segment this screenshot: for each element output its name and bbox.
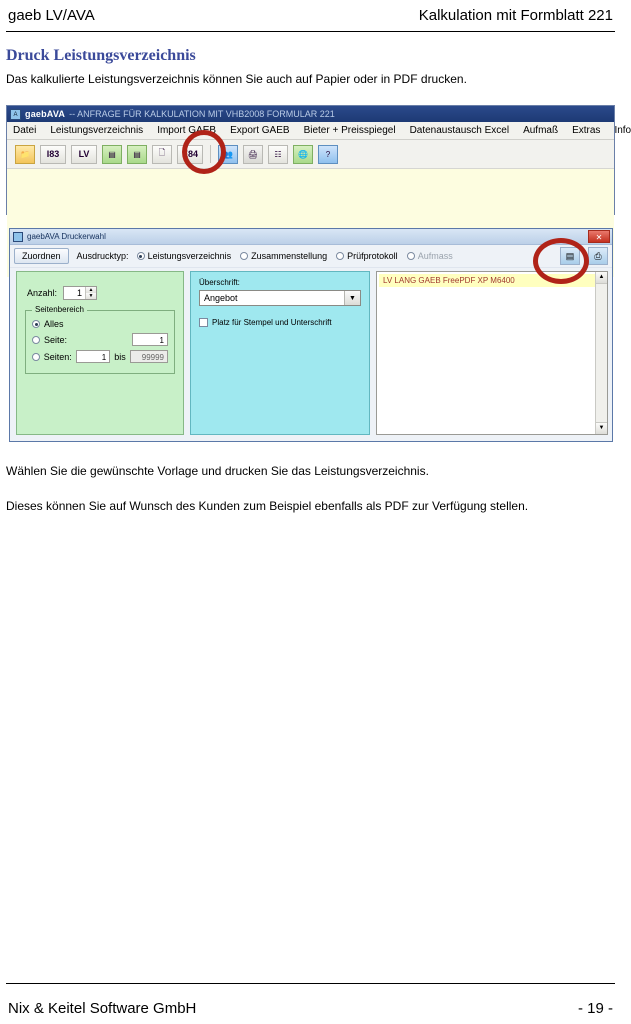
menu-item-info[interactable]: Info — [614, 125, 631, 136]
anzahl-row — [27, 286, 177, 300]
printer-list-scrollbar[interactable] — [595, 272, 607, 434]
option-seiten[interactable] — [32, 350, 168, 363]
page-footer — [0, 1000, 621, 1017]
open-folder-button[interactable] — [15, 145, 35, 164]
dialog-panels — [16, 271, 608, 435]
ueberschrift-value: Angebot — [204, 293, 238, 303]
radio-icon — [407, 252, 415, 260]
stempel-checkbox-row[interactable] — [199, 318, 361, 327]
menu-item-leistungsverzeichnis[interactable]: Leistungsverzeichnis — [50, 125, 144, 136]
zuordnen-button[interactable]: Zuordnen — [14, 248, 69, 264]
option-label: Seite: — [44, 334, 68, 345]
panel-seitenbereich — [16, 271, 184, 435]
footer-company: Nix & Keitel Software GmbH — [8, 1000, 197, 1017]
radio-pruefprotokoll[interactable] — [336, 251, 398, 261]
ausdrucktyp-label: Ausdrucktyp: — [76, 251, 129, 261]
stempel-checkbox-label: Platz für Stempel und Unterschrift — [212, 318, 332, 327]
excel-icon: ▤ — [108, 149, 116, 159]
i83-button[interactable]: I83 — [40, 145, 66, 164]
radio-icon — [240, 252, 248, 260]
radio-label: Leistungsverzeichnis — [147, 251, 232, 261]
export-excel-button[interactable] — [102, 145, 122, 164]
app-logo-icon: A — [10, 109, 21, 120]
menu-item-export-gaeb[interactable]: Export GAEB — [230, 125, 290, 136]
radio-icon — [32, 353, 40, 361]
page-header — [0, 0, 621, 30]
option-label: Alles — [44, 319, 64, 329]
header-left-text: gaeb LV/AVA — [8, 6, 95, 24]
print-button[interactable] — [243, 145, 263, 164]
close-icon[interactable]: ✕ — [588, 230, 610, 243]
gaebava-main-window — [6, 105, 631, 215]
radio-icon — [336, 252, 344, 260]
printer-list[interactable] — [376, 271, 608, 435]
toolbar-separator — [210, 145, 211, 163]
e84-button[interactable]: E84 — [177, 145, 203, 164]
globe-button[interactable] — [293, 145, 313, 164]
seite-input[interactable]: 1 — [132, 333, 168, 346]
radio-label: Zusammenstellung — [251, 251, 328, 261]
footer-divider — [6, 983, 615, 984]
radio-label: Prüfprotokoll — [347, 251, 398, 261]
bieter-button[interactable] — [218, 145, 238, 164]
ueberschrift-select[interactable] — [199, 290, 361, 306]
radio-leistungsverzeichnis[interactable] — [137, 251, 232, 261]
ausdrucktyp-radio-group — [137, 251, 453, 261]
header-divider — [6, 31, 615, 32]
people-icon: 👥 — [223, 149, 233, 159]
main-window-app-title: gaebAVA — [25, 109, 66, 119]
printer-icon: 🖨 — [247, 149, 259, 159]
menu-item-aufmass[interactable]: Aufmaß — [523, 125, 559, 136]
anzahl-stepper[interactable] — [63, 286, 97, 300]
scroll-down-icon[interactable]: ▼ — [596, 422, 607, 434]
printer-setup-icon[interactable]: ⎙ — [588, 247, 608, 265]
option-label: Seiten: — [43, 351, 72, 362]
checkbox-icon[interactable] — [199, 318, 208, 327]
panel-ueberschrift — [190, 271, 370, 435]
menu-item-datenaustausch-excel[interactable]: Datenaustausch Excel — [409, 125, 510, 136]
anzahl-value[interactable]: 1 — [77, 288, 83, 298]
import-excel-button[interactable] — [127, 145, 147, 164]
stepper-arrows[interactable] — [85, 287, 96, 299]
dialog-optionbar — [10, 245, 612, 268]
chevron-down-icon[interactable]: ▼ — [344, 291, 360, 305]
copy-button[interactable] — [152, 145, 172, 164]
excel-icon: ▤ — [133, 149, 141, 159]
header-right-text: Kalkulation mit Formblatt 221 — [418, 6, 613, 24]
menu-item-datei[interactable]: Datei — [13, 125, 37, 136]
calc-button[interactable] — [268, 145, 288, 164]
radio-icon — [32, 336, 40, 344]
body-paragraph-1: Wählen Sie die gewünschte Vorlage und drucken Sie das Leistungsverzeichnis. — [6, 464, 429, 478]
body-paragraph-2: Dieses können Sie auf Wunsch des Kunden zum Beispiel ebenfalls als PDF zur Verfügung stellen. — [6, 499, 529, 513]
option-alles[interactable] — [32, 319, 168, 329]
menu-item-extras[interactable]: Extras — [572, 125, 601, 136]
option-seite[interactable] — [32, 333, 168, 346]
folder-icon: 📁 — [20, 149, 30, 159]
footer-page-number: - 19 - — [577, 1000, 613, 1017]
lv-button[interactable]: LV — [71, 145, 97, 164]
main-window-doc-title: -- ANFRAGE FÜR KALKULATION MIT VHB2008 FORMULAR 221 — [69, 109, 335, 119]
radio-icon — [137, 252, 145, 260]
chevron-down-icon[interactable]: ▼ — [86, 293, 96, 299]
app-logo-icon — [13, 232, 23, 242]
print-preview-icon[interactable]: ▤ — [560, 247, 580, 265]
list-item[interactable]: LV LANG GAEB FreePDF XP M6400 — [379, 274, 605, 287]
main-window-titlebar — [7, 106, 614, 122]
radio-label: Aufmass — [417, 251, 453, 261]
dialog-title: gaebAVA Druckerwahl — [27, 232, 106, 241]
seitenbereich-legend: Seitenbereich — [32, 305, 87, 314]
main-menubar[interactable] — [7, 122, 631, 140]
ueberschrift-label: Überschrift: — [199, 278, 240, 287]
radio-zusammenstellung[interactable] — [240, 251, 327, 261]
dialog-titlebar — [10, 229, 612, 245]
chevron-up-icon[interactable]: ▲ — [86, 287, 96, 293]
druckerwahl-dialog — [9, 228, 613, 442]
help-button[interactable]: ? — [318, 145, 338, 164]
anzahl-label: Anzahl: — [27, 288, 58, 298]
globe-icon: 🌐 — [298, 149, 308, 159]
seiten-von-input[interactable]: 1 — [76, 350, 110, 363]
radio-aufmass — [407, 251, 453, 261]
bis-label: bis — [114, 351, 126, 362]
calculator-icon: ☷ — [274, 149, 282, 159]
menu-item-import-gaeb[interactable]: Import GAEB — [157, 125, 217, 136]
page-subtitle: Das kalkulierte Leistungsverzeichnis können Sie auch auf Papier oder in PDF drucken. — [6, 72, 467, 86]
page-title: Druck Leistungsverzeichnis — [6, 47, 196, 64]
radio-icon — [32, 320, 40, 328]
seitenbereich-fieldset — [25, 305, 175, 374]
seiten-bis-input[interactable]: 99999 — [130, 350, 168, 363]
scroll-up-icon[interactable]: ▲ — [596, 272, 607, 284]
copy-icon: 🗋 — [158, 148, 166, 157]
main-toolbar — [7, 140, 614, 169]
menu-item-bieter-preisspiegel[interactable]: Bieter + Preisspiegel — [303, 125, 396, 136]
